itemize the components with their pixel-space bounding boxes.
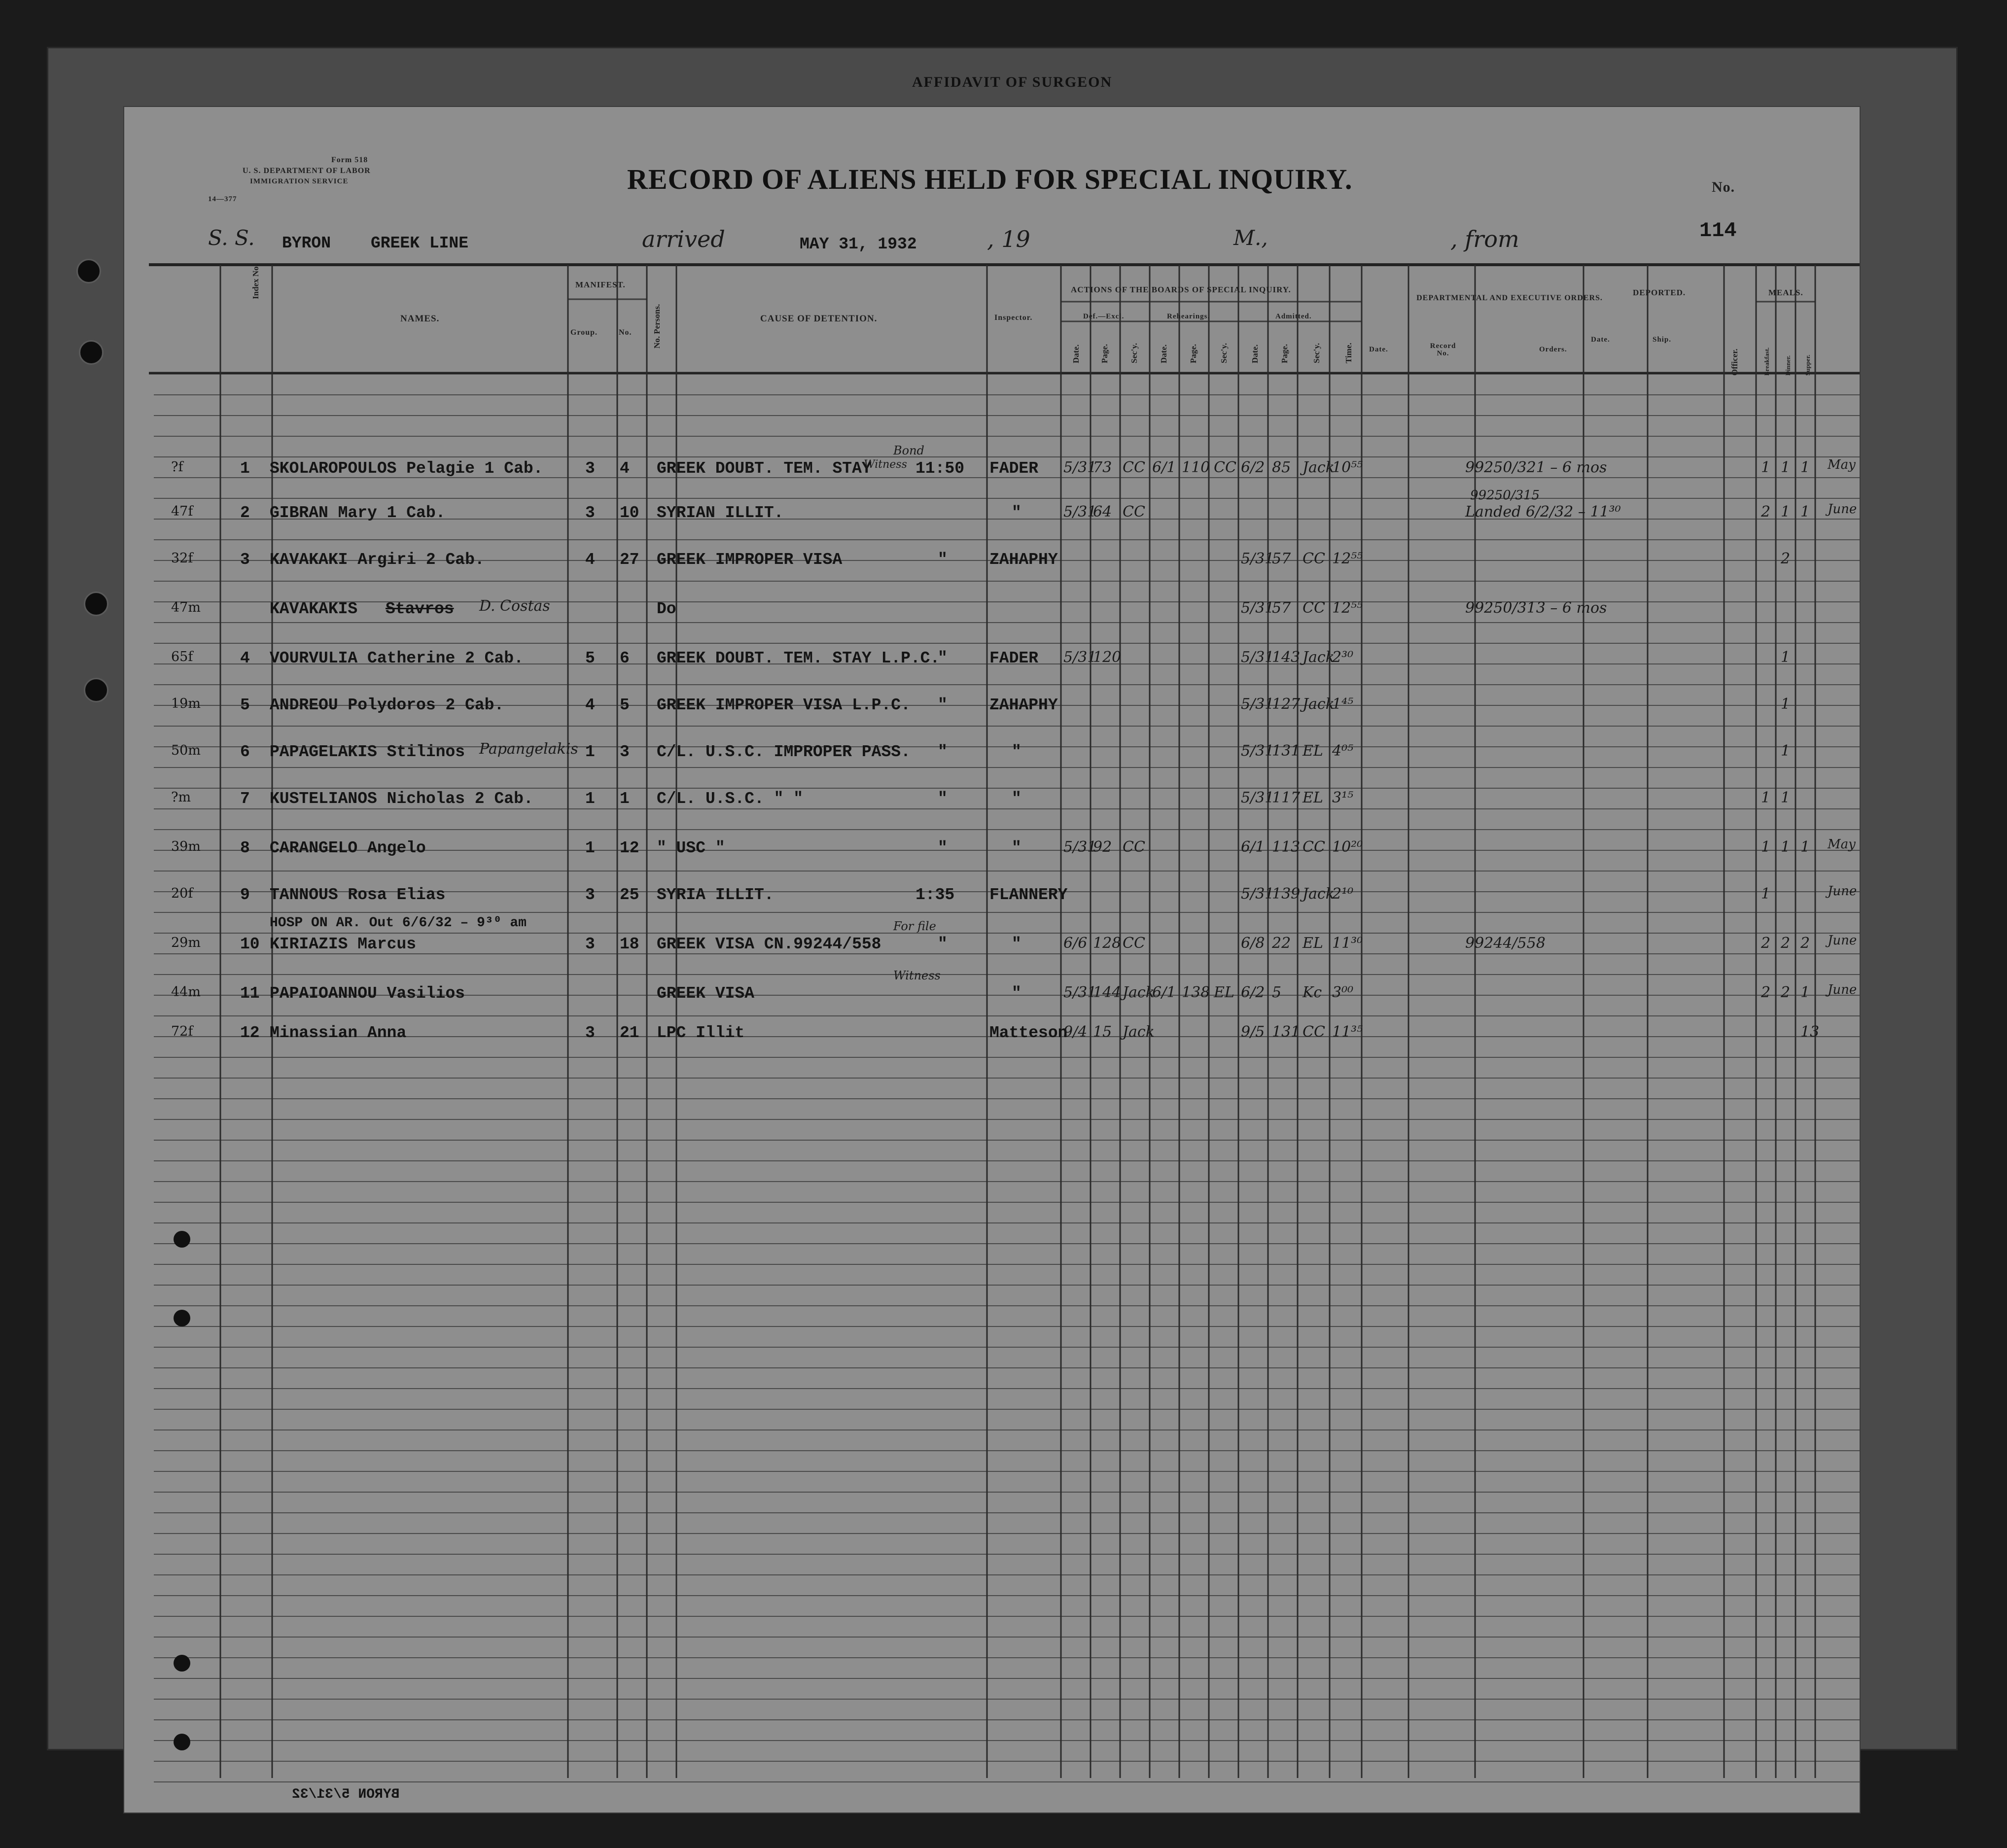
row-adm-date: 5/31	[1241, 599, 1274, 617]
year-prefix: , 19	[987, 226, 1030, 252]
row-index: 6	[240, 743, 250, 761]
row-index: 5	[240, 696, 250, 714]
row-meal-count: 1	[1800, 459, 1810, 476]
row-adm-secy: CC	[1303, 550, 1325, 567]
row-group: 3	[585, 935, 595, 953]
officer-header: Officer.	[1730, 349, 1739, 376]
binder-hole	[76, 259, 101, 283]
row-inspector-ditto: "	[1012, 504, 1021, 522]
row-meal-count: 1	[1781, 696, 1791, 713]
group-header: Group.	[570, 328, 598, 337]
row-adm-page: 131	[1272, 742, 1301, 760]
row-ditto: "	[938, 935, 948, 953]
row-name: TANNOUS Rosa Elias	[270, 886, 446, 904]
row-def-secy: Jack	[1123, 984, 1155, 1001]
row-no: 6	[620, 649, 630, 667]
row-def-date: 5/31	[1063, 503, 1097, 521]
manifest-header: MANIFEST.	[575, 280, 626, 289]
binder-hole	[174, 1310, 190, 1326]
arrived-label: arrived	[642, 226, 725, 252]
row-name-struck: Stavros	[386, 600, 454, 618]
row-ditto: "	[938, 743, 948, 761]
def-excl-header: Def.—Excl.	[1083, 313, 1125, 320]
row-cause: GREEK IMPROPER VISA	[657, 551, 843, 569]
row-meal-count: 1	[1781, 789, 1791, 806]
row-adm-page: 5	[1272, 984, 1282, 1001]
row-name: KAVAKAKIS	[270, 600, 358, 618]
row-age-sex: 29m	[171, 935, 201, 950]
row-order-top: 99250/315	[1470, 488, 1540, 503]
row-adm-secy: Jack	[1303, 649, 1335, 666]
def-page-header: Page.	[1100, 344, 1109, 363]
row-adm-time: 1⁴⁵	[1332, 696, 1354, 713]
row-adm-page: 22	[1272, 935, 1291, 952]
form-number: Form 518	[331, 156, 368, 164]
deported-date-header: Date.	[1591, 336, 1610, 344]
row-name: CARANGELO Angelo	[270, 839, 426, 857]
row-age-sex: ?m	[171, 790, 191, 805]
row-adm-time: 2³⁰	[1332, 649, 1354, 666]
row-meal-count: 1	[1800, 503, 1810, 521]
record-number: 114	[1699, 219, 1737, 243]
row-adm-page: 143	[1272, 649, 1301, 666]
row-adm-date: 6/1	[1241, 838, 1265, 856]
supper-header: Supper.	[1804, 354, 1811, 376]
bottom-stamp: BYRON 5/31/32	[292, 1787, 400, 1802]
binder-hole	[174, 1231, 190, 1248]
row-cause: " USC "	[657, 839, 725, 857]
row-adm-date: 5/31	[1241, 742, 1274, 760]
row-adm-date: 5/31	[1241, 696, 1274, 713]
row-def-page: 73	[1093, 459, 1112, 476]
row-time-note: 1:35	[915, 886, 955, 904]
row-cause: LPC Illit	[657, 1024, 745, 1042]
row-meal-note: May	[1828, 457, 1856, 472]
form-code: 14—377	[208, 195, 237, 203]
row-meal-count: 1	[1800, 838, 1810, 856]
row-order: Landed 6/2/32 – 11³⁰	[1465, 503, 1621, 521]
adm-secy-header: Sec'y.	[1312, 343, 1321, 363]
row-index: 8	[240, 839, 250, 857]
row-adm-time: 10⁵⁵	[1332, 459, 1363, 476]
row-adm-secy: CC	[1303, 1023, 1325, 1041]
row-group: 4	[585, 551, 595, 569]
row-meal-count: 2	[1781, 935, 1791, 952]
no-header: No.	[619, 328, 632, 337]
row-def-date: 5/31	[1063, 459, 1097, 476]
row-meal-count: 2	[1781, 550, 1791, 567]
row-no: 4	[620, 459, 630, 478]
row-def-secy: CC	[1123, 838, 1145, 856]
row-def-secy: CC	[1123, 935, 1145, 952]
rehearings-header: Rehearings.	[1167, 313, 1210, 320]
row-inspector-ditto: "	[1012, 790, 1021, 808]
dept-date-header: Date.	[1369, 346, 1388, 353]
row-age-sex: 20f	[171, 886, 193, 901]
cause-header: CAUSE OF DETENTION.	[760, 314, 878, 324]
row-group: 5	[585, 649, 595, 667]
row-name: VOURVULIA Catherine 2 Cab.	[270, 649, 524, 667]
row-meal-count: 1	[1781, 838, 1791, 856]
row-name: PAPAIOANNOU Vasilios	[270, 984, 465, 1003]
row-name: ANDREOU Polydoros 2 Cab.	[270, 696, 504, 714]
adm-date-header: Date.	[1250, 344, 1260, 363]
row-adm-date: 6/2	[1241, 459, 1265, 476]
row-order: 99244/558	[1465, 935, 1546, 952]
row-name: KUSTELIANOS Nicholas 2 Cab.	[270, 790, 533, 808]
row-meal-count: 1	[1761, 838, 1771, 856]
row-re-page: 110	[1182, 459, 1210, 476]
row-no: 12	[620, 839, 639, 857]
row-def-secy: Jack	[1123, 1023, 1155, 1041]
row-re-secy: CC	[1214, 459, 1236, 476]
re-date-header: Date.	[1159, 344, 1168, 363]
row-meal-note: June	[1828, 982, 1857, 997]
row-adm-page: 57	[1272, 550, 1291, 567]
row-def-page: 15	[1093, 1023, 1112, 1041]
adm-page-header: Page.	[1280, 344, 1289, 363]
record-no-header: Record No.	[1430, 342, 1456, 357]
row-ditto: "	[938, 649, 948, 667]
row-meal-note: June	[1828, 502, 1857, 517]
row-ditto: "	[938, 790, 948, 808]
re-secy-header: Sec'y.	[1219, 343, 1229, 363]
row-order: 99250/321 – 6 mos	[1465, 459, 1607, 476]
row-adm-secy: EL	[1303, 935, 1323, 952]
row-def-page: 64	[1093, 503, 1112, 521]
inspector-header: Inspector.	[994, 314, 1033, 322]
row-inspector: FADER	[989, 459, 1039, 478]
row-def-date: 9/4	[1063, 1023, 1088, 1041]
row-adm-time: 12⁵⁵	[1332, 550, 1363, 567]
row-age-sex: 47m	[171, 600, 201, 615]
row-meal-count: 1	[1800, 984, 1810, 1001]
row-cause-note: For file	[893, 919, 936, 933]
row-inspector: FLANNERY	[989, 886, 1068, 904]
row-index: 11	[240, 984, 260, 1003]
row-def-page: 144	[1093, 984, 1122, 1001]
row-order: 99250/313 – 6 mos	[1465, 599, 1607, 617]
record-sheet	[123, 106, 1861, 1813]
row-adm-secy: CC	[1303, 838, 1325, 856]
row-adm-secy: CC	[1303, 599, 1325, 617]
row-inspector: ZAHAPHY	[989, 696, 1058, 714]
row-meal-note: May	[1828, 837, 1856, 852]
department: U. S. DEPARTMENT OF LABOR	[243, 167, 371, 175]
adm-time-header: Time.	[1344, 343, 1353, 363]
row-inspector: Matteson	[989, 1024, 1068, 1042]
row-meal-count: 1	[1761, 789, 1771, 806]
row-no: 5	[620, 696, 630, 714]
row-def-secy: CC	[1123, 459, 1145, 476]
row-cause: SYRIA ILLIT.	[657, 886, 774, 904]
row-adm-page: 113	[1272, 838, 1301, 856]
row-adm-date: 5/31	[1241, 789, 1274, 806]
row-adm-page: 85	[1272, 459, 1291, 476]
def-secy-header: Sec'y.	[1129, 343, 1139, 363]
row-adm-date: 5/31	[1241, 550, 1274, 567]
row-adm-time: 3¹⁵	[1332, 789, 1354, 806]
row-meal-count: 1	[1761, 459, 1771, 476]
row-age-sex: 47f	[171, 504, 193, 519]
deported-ship-header: Ship.	[1653, 336, 1671, 344]
row-name: GIBRAN Mary 1 Cab.	[270, 504, 446, 522]
row-name: KIRIAZIS Marcus	[270, 935, 417, 953]
row-ditto: "	[938, 551, 948, 569]
service: IMMIGRATION SERVICE	[250, 177, 349, 185]
def-date-header: Date.	[1071, 344, 1081, 363]
row-meal-count: 1	[1781, 503, 1791, 521]
row-name: PAPAGELAKIS Stilinos	[270, 743, 465, 761]
row-adm-time: 11³⁵	[1332, 1023, 1363, 1041]
row-re-page: 138	[1182, 984, 1210, 1001]
row-meal-count: 2	[1761, 503, 1771, 521]
row-inspector-ditto: "	[1012, 839, 1021, 857]
row-group: 3	[585, 459, 595, 478]
row-cause: GREEK IMPROPER VISA L.P.C.	[657, 696, 911, 714]
page-title: RECORD OF ALIENS HELD FOR SPECIAL INQUIRY.	[627, 163, 1353, 195]
row-group: 1	[585, 839, 595, 857]
row-group: 1	[585, 790, 595, 808]
binder-hole	[79, 340, 104, 365]
row-adm-date: 9/5	[1241, 1023, 1265, 1041]
names-header: NAMES.	[400, 314, 440, 324]
row-adm-date: 5/31	[1241, 649, 1274, 666]
row-adm-secy: Jack	[1303, 459, 1335, 476]
row-def-page: 92	[1093, 838, 1112, 856]
row-age-sex: ?f	[171, 459, 183, 475]
row-def-date: 6/6	[1063, 935, 1088, 952]
row-re-date: 6/1	[1152, 459, 1176, 476]
row-cause: GREEK VISA CN.99244/558	[657, 935, 881, 953]
row-def-page: 120	[1093, 649, 1122, 666]
re-page-header: Page.	[1189, 344, 1198, 363]
arrival-date: MAY 31, 1932	[800, 235, 917, 253]
admitted-header: Admitted.	[1275, 313, 1312, 320]
row-def-date: 5/31	[1063, 838, 1097, 856]
row-adm-secy: Kc	[1303, 984, 1322, 1001]
row-group: 3	[585, 504, 595, 522]
row-adm-date: 5/31	[1241, 885, 1274, 903]
row-name: SKOLAROPOULOS Pelagie 1 Cab.	[270, 459, 543, 478]
from-label: , from	[1450, 226, 1519, 252]
row-group: 4	[585, 696, 595, 714]
row-index: 9	[240, 886, 250, 904]
binder-hole	[84, 592, 108, 616]
actions-header: ACTIONS OF THE BOARDS OF SPECIAL INQUIRY.	[1071, 285, 1291, 294]
ruled-grid	[124, 107, 1860, 1813]
row-def-secy: CC	[1123, 503, 1145, 521]
row-no: 3	[620, 743, 630, 761]
orders-header: Orders.	[1539, 346, 1567, 353]
row-cause-note: Witness	[893, 969, 941, 982]
row-index: 2	[240, 504, 250, 522]
row-adm-secy: Jack	[1303, 696, 1335, 713]
row-time-note: 11:50	[915, 459, 965, 478]
row-age-sex: 72f	[171, 1024, 193, 1039]
row-group: 3	[585, 1024, 595, 1042]
dinner-header: Dinner.	[1784, 355, 1792, 376]
row-name-hand: Papangelakis	[479, 740, 578, 758]
binder-hole	[174, 1734, 190, 1750]
row-re-secy: EL	[1214, 984, 1234, 1001]
row-meal-count: 13	[1800, 1023, 1820, 1041]
row-index: 3	[240, 551, 250, 569]
row-meal-count: 2	[1761, 935, 1771, 952]
row-age-sex: 39m	[171, 839, 201, 854]
row-cause: GREEK DOUBT. TEM. STAY	[657, 459, 872, 478]
row-cause: SYRIAN ILLIT.	[657, 504, 784, 522]
row-re-date: 6/1	[1152, 984, 1176, 1001]
row-name-hand: D. Costas	[479, 597, 550, 615]
row-age-sex: 19m	[171, 696, 201, 711]
row-adm-time: 2¹⁰	[1332, 885, 1354, 903]
row-adm-time: 3⁰⁰	[1332, 984, 1354, 1001]
binder-hole	[84, 678, 108, 702]
row-index: 1	[240, 459, 250, 478]
row-adm-secy: EL	[1303, 789, 1323, 806]
row-age-sex: 65f	[171, 649, 193, 664]
row-group: 3	[585, 886, 595, 904]
row-meal-count: 1	[1781, 649, 1791, 666]
row-inspector: ZAHAPHY	[989, 551, 1058, 569]
row-def-date: 5/31	[1063, 649, 1097, 666]
row-inspector-ditto: "	[1012, 935, 1021, 953]
row-meal-count: 1	[1781, 742, 1791, 760]
row-adm-secy: EL	[1303, 742, 1323, 760]
row-ditto: "	[938, 839, 948, 857]
row-no: 25	[620, 886, 639, 904]
row-adm-time: 4⁰⁵	[1332, 742, 1354, 760]
number-label: No.	[1712, 179, 1735, 195]
binder-hole	[174, 1655, 190, 1672]
row-adm-page: 57	[1272, 599, 1291, 617]
row-cause-note: Bond	[893, 444, 924, 457]
row-cause: GREEK VISA	[657, 984, 755, 1003]
row-cause: Do	[657, 600, 676, 618]
row-def-date: 5/31	[1063, 984, 1097, 1001]
row-age-sex: 44m	[171, 984, 201, 1000]
row-adm-time: 10²⁰	[1332, 838, 1363, 856]
affidavit-title: AFFIDAVIT OF SURGEON	[912, 74, 1113, 90]
row-index: 12	[240, 1024, 260, 1042]
persons-header: No. Persons.	[652, 304, 662, 349]
m-label: M.,	[1233, 226, 1268, 250]
row-meal-count: 2	[1781, 984, 1791, 1001]
row-no: 27	[620, 551, 639, 569]
row-ditto: "	[938, 696, 948, 714]
row-adm-date: 6/8	[1241, 935, 1265, 952]
row-meal-count: 2	[1800, 935, 1810, 952]
deported-header: DEPORTED.	[1633, 288, 1686, 297]
row-inspector-ditto: "	[1012, 743, 1021, 761]
index-header: Index No.	[251, 264, 260, 299]
row-name: Minassian Anna	[270, 1024, 407, 1042]
row-inspector: FADER	[989, 649, 1039, 667]
row-def-page: 128	[1093, 935, 1122, 952]
row-meal-count: 1	[1761, 885, 1771, 903]
row-age-sex: 50m	[171, 743, 201, 758]
ss-label: S. S.	[208, 226, 255, 250]
meals-header: MEALS.	[1768, 288, 1803, 297]
row-index: 4	[240, 649, 250, 667]
row-cause-note2: Witness	[864, 458, 907, 471]
row-meal-note: June	[1828, 884, 1857, 899]
row-meal-count: 2	[1761, 984, 1771, 1001]
breakfast-header: Breakfast.	[1763, 347, 1770, 376]
ship-line: GREEK LINE	[371, 234, 469, 252]
row-meal-note: June	[1828, 933, 1857, 948]
row-adm-page: 139	[1272, 885, 1301, 903]
row-name-note: HOSP ON AR. Out 6/6/32 – 9³⁰ am	[270, 915, 527, 931]
row-index: 7	[240, 790, 250, 808]
row-age-sex: 32f	[171, 551, 193, 566]
row-index: 10	[240, 935, 260, 953]
row-no: 10	[620, 504, 639, 522]
row-inspector-ditto: "	[1012, 984, 1021, 1003]
row-adm-date: 6/2	[1241, 984, 1265, 1001]
row-cause: C/L. U.S.C. " "	[657, 790, 804, 808]
row-group: 1	[585, 743, 595, 761]
row-meal-count: 1	[1781, 459, 1791, 476]
row-adm-page: 127	[1272, 696, 1301, 713]
ship-name: BYRON	[282, 234, 331, 252]
row-no: 18	[620, 935, 639, 953]
row-name: KAVAKAKI Argiri 2 Cab.	[270, 551, 485, 569]
dept-orders-header: DEPARTMENTAL AND EXECUTIVE ORDERS.	[1416, 294, 1603, 302]
row-adm-time: 12⁵⁵	[1332, 599, 1363, 617]
row-adm-time: 11³⁰	[1332, 935, 1363, 952]
row-no: 1	[620, 790, 630, 808]
row-cause: C/L. U.S.C. IMPROPER PASS.	[657, 743, 911, 761]
row-cause: GREEK DOUBT. TEM. STAY L.P.C.	[657, 649, 940, 667]
row-adm-page: 131	[1272, 1023, 1301, 1041]
row-adm-page: 117	[1272, 789, 1301, 806]
row-adm-secy: Jack	[1303, 885, 1335, 903]
row-no: 21	[620, 1024, 639, 1042]
